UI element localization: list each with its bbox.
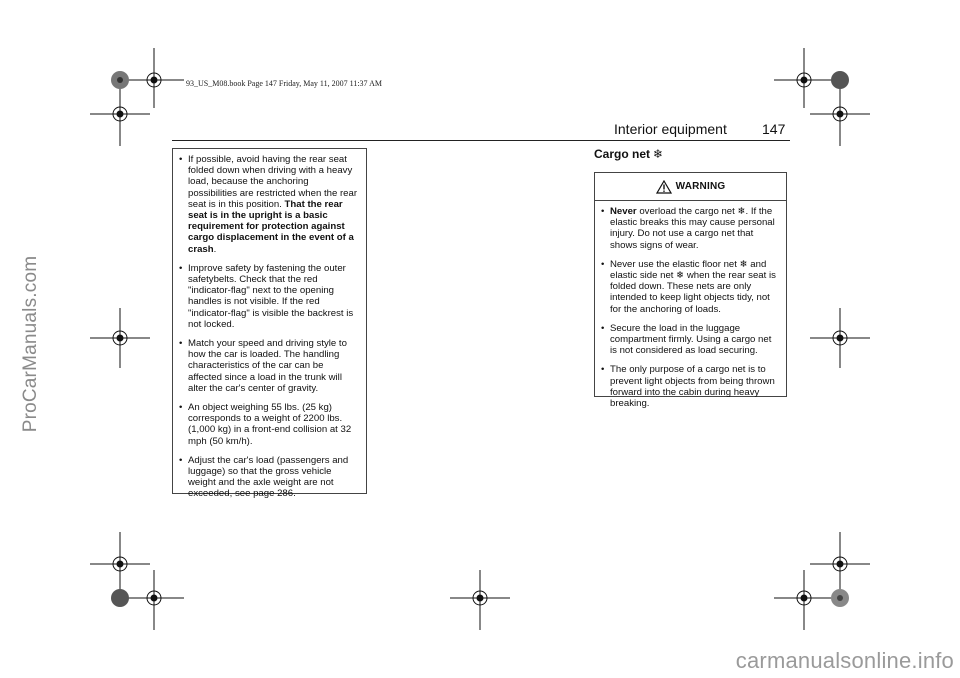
list-item: • Match your speed and driving style to how the car is loaded. The handling characteristics of the car can be affected since a load in the trunk will alter the car's center of gravity. <box>179 338 360 394</box>
loading-safety-list <box>179 154 360 500</box>
side-watermark: ProCarManuals.com <box>20 255 41 433</box>
snowflake-icon: ❄ <box>653 147 664 161</box>
list-item: • Adjust the car's load (passengers and luggage) so that the gross vehicle weight and the axle weight are not exceeded, see page 286. <box>179 455 360 500</box>
page-number: 147 <box>762 121 786 137</box>
print-header-meta: 93_US_M08.book Page 147 Friday, May 11, 2007 11:37 AM <box>186 79 382 88</box>
list-item: • Never use the elastic floor net ❄ and elastic side net ❄ when the rear seat is folded down. These nets are only intended to keep light objects tidy, not for the anchoring of loads. <box>601 259 780 315</box>
warning-box <box>594 172 787 410</box>
list-item: • An object weighing 55 lbs. (25 kg) corresponds to a weight of 2200 lbs. (1,000 kg) in a front-end collision at 32 mph (50 km/h). <box>179 402 360 447</box>
list-item: • Improve safety by fastening the outer safetybelts. Check that the red "indicator-flag" next to the opening handles is not visible. If the red "indicator-flag" is visible the backrest is not locked. <box>179 263 360 330</box>
list-item: • Never overload the cargo net ❄. If the elastic breaks this may cause personal injury. Do not use a cargo net that shows signs of wear. <box>601 206 780 251</box>
list-item: • The only purpose of a cargo net is to prevent light objects from being thrown forward into the cabin during heavy breaking. <box>601 364 780 409</box>
list-item: • If possible, avoid having the rear seat folded down when driving with a heavy load, because the anchoring possibilities are restricted when the rear seat is in this position. That the rear seat is in the upright is a basic requirement for protection against cargo displacement in the event of a crash. <box>179 154 360 255</box>
warning-triangle-icon <box>656 180 672 194</box>
header-rule <box>172 140 790 141</box>
loading-safety-box <box>172 148 367 500</box>
warning-header <box>595 173 786 201</box>
page-title: Interior equipment <box>614 121 727 137</box>
warning-list <box>601 206 780 409</box>
footer-site-watermark: carmanualsonline.info <box>735 648 954 673</box>
section-title: Cargo net ❄ <box>594 147 664 161</box>
warning-label: WARNING <box>675 181 726 192</box>
list-item: • Secure the load in the luggage compartment firmly. Using a cargo net is not considered as load securing. <box>601 323 780 357</box>
